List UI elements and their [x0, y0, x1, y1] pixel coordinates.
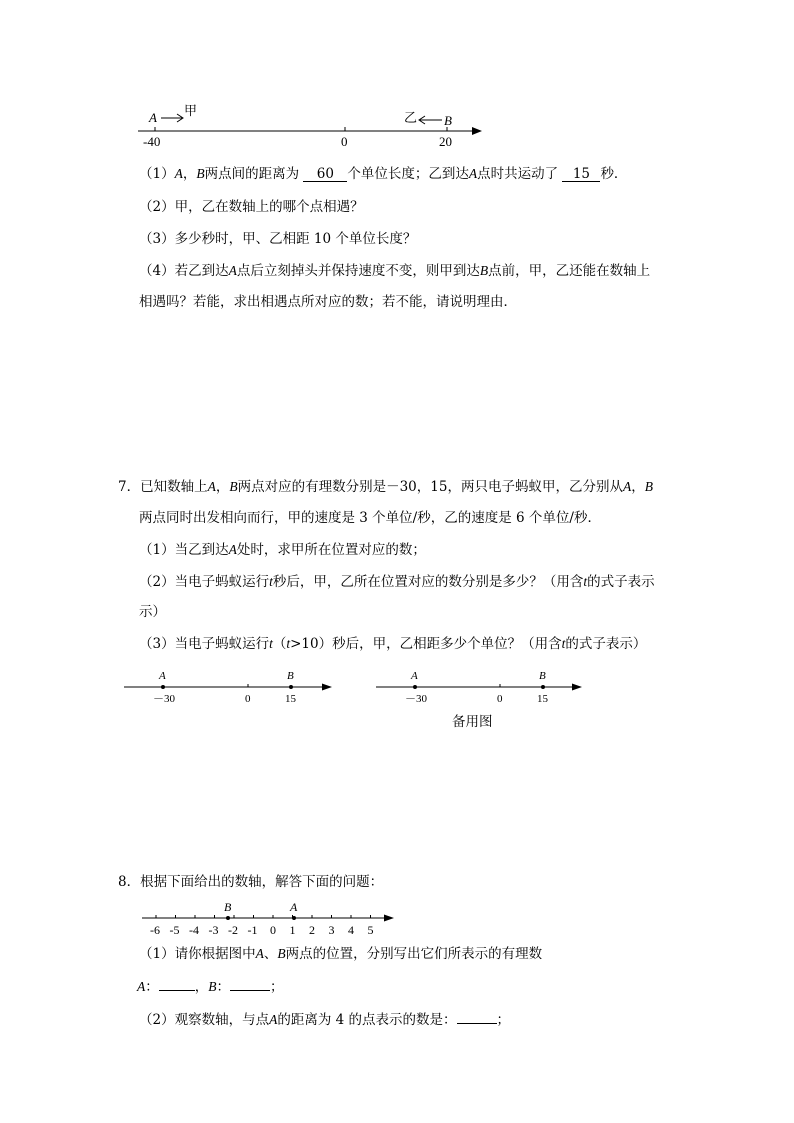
p8-question-1: （1）请你根据图中A、B两点的位置，分别写出它们所表示的有理数: [139, 946, 543, 962]
tick-label: 4: [348, 923, 354, 937]
point-a-dot: [413, 685, 417, 689]
tick-label: －30: [405, 693, 427, 705]
p6-question-3: （3）多少秒时，甲、乙相距 10 个单位长度？: [139, 231, 417, 247]
tick-label: 0: [245, 693, 251, 705]
point-a-dot: [292, 916, 296, 920]
answer-blank: 15: [562, 167, 600, 182]
p6-question-4: （4）若乙到达A点后立刻掉头并保持速度不变，则甲到达B点前，甲，乙还能在数轴上: [139, 263, 651, 279]
point-b-dot: [541, 685, 545, 689]
point-a-label: A: [159, 670, 166, 682]
axis-arrowhead: [384, 915, 394, 922]
tick-label: -4: [189, 923, 199, 937]
tick-label: －30: [153, 693, 175, 705]
tick-label: 0: [341, 134, 348, 149]
tick-label: 2: [309, 923, 315, 937]
p6-question-2: （2）甲，乙在数轴上的哪个点相遇？: [139, 199, 364, 215]
p7-question-1: （1）当乙到达A处时，求甲所在位置对应的数；: [139, 542, 426, 558]
tick-label: -2: [228, 923, 238, 937]
tick-labels: [150, 923, 374, 937]
point-b-label: B: [224, 900, 232, 914]
tick-label: 1: [289, 923, 296, 937]
p8-question-2: （2）观察数轴，与点A的距离为 4 的点表示的数是： ；: [139, 1012, 511, 1028]
answer-blank-b[interactable]: [230, 990, 270, 991]
number-line-figure-8: [138, 896, 408, 938]
tick-label: 5: [367, 923, 374, 937]
p7-statement: 7．已知数轴上A，B两点对应的有理数分别是－30，15，两只电子蚂蚁甲，乙分别从A，B: [118, 479, 653, 495]
point-b-dot: [289, 685, 293, 689]
jia-label: 甲: [184, 103, 198, 118]
point-b-label: B: [287, 670, 294, 682]
tick-label: -1: [247, 923, 258, 937]
tick-label: 20: [439, 134, 452, 149]
number-line-figure-7-spare: [372, 665, 592, 707]
axis-arrowhead: [472, 127, 482, 135]
point-b-label: B: [539, 670, 546, 682]
axis-arrowhead: [322, 684, 332, 691]
answer-blank: 60: [303, 167, 347, 182]
yi-label: 乙: [404, 110, 418, 125]
tick-label: 3: [328, 923, 335, 937]
axis-arrowhead: [572, 684, 582, 691]
point-a-dot: [161, 685, 165, 689]
point-b-label: B: [444, 113, 452, 128]
answer-blank-a[interactable]: [159, 990, 195, 991]
p8-statement: 8．根据下面给出的数轴，解答下面的问题：: [118, 874, 384, 890]
p7-question-2-line-2: 示）: [139, 604, 166, 620]
tick-label: 0: [270, 923, 276, 937]
answer-blank[interactable]: [457, 1023, 497, 1024]
number-line-figure-6: [130, 100, 490, 152]
point-b-dot: [226, 916, 230, 920]
tick-label: -6: [150, 923, 160, 937]
number-line-figure-7: [120, 665, 340, 707]
spare-figure-caption: 备用图: [452, 714, 493, 730]
point-a-label: A: [411, 670, 418, 682]
p7-question-2: （2）当电子蚂蚁运行t秒后，甲，乙所在位置对应的数分别是多少？（用含t的式子表示: [139, 574, 655, 590]
p6-question-4-line-2: 相遇吗？若能，求出相遇点所对应的数；若不能，请说明理由．: [139, 294, 517, 310]
tick-label: 0: [497, 693, 503, 705]
point-a-label: A: [149, 110, 157, 125]
p7-statement-line-2: 两点同时出发相向而行，甲的速度是 3 个单位/秒，乙的速度是 6 个单位/秒．: [139, 510, 601, 526]
tick-label: -40: [143, 134, 161, 149]
p7-question-3: （3）当电子蚂蚁运行t（t>10）秒后，甲，乙相距多少个单位？（用含t的式子表示）: [139, 636, 647, 652]
tick-label: 15: [285, 693, 296, 705]
p8-question-1-answer-line: A： ，B： ；: [137, 979, 284, 995]
tick-label: 15: [537, 693, 548, 705]
tick-label: -5: [169, 923, 180, 937]
tick-label: -3: [208, 923, 219, 937]
p6-question-1: （1）A，B两点间的距离为 60 个单位长度；乙到达A点时共运动了 15 秒．: [139, 166, 628, 182]
point-a-label: A: [290, 900, 298, 914]
